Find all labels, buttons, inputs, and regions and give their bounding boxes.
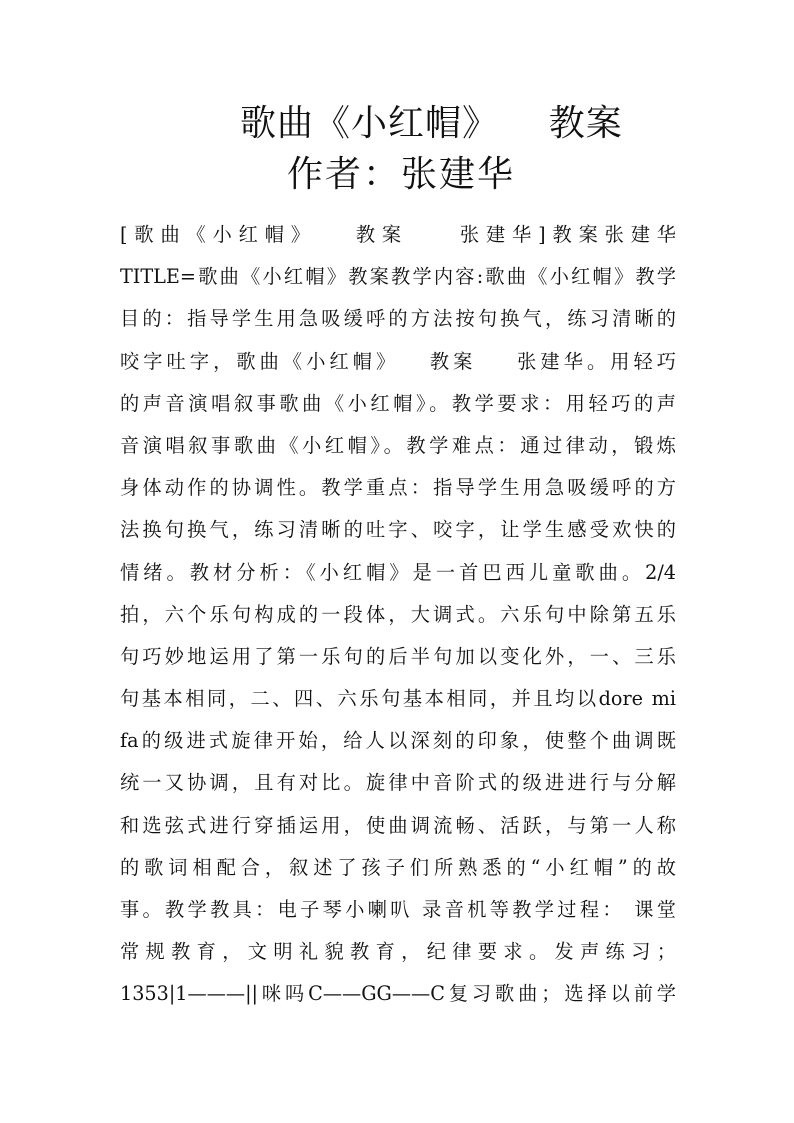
body-line: [歌曲《小红帽》 教案 张建华]教案张建华 xyxy=(120,223,676,246)
document-body xyxy=(120,214,676,1016)
body-line: 咬字吐字，歌曲《小红帽》 教案 张建华。用轻巧 xyxy=(120,349,676,373)
body-line: 常规教育，文明礼貌教育，纪律要求。发声练习； xyxy=(120,940,676,964)
body-line: 事。教学教具：电子琴小喇叭 录音机等教学过程： 课堂 xyxy=(120,898,676,921)
body-line: TITLE=歌曲《小红帽》教案教学内容:歌曲《小红帽》教学 xyxy=(120,265,676,289)
body-line: 目的：指导学生用急吸缓呼的方法按句换气，练习清晰的 xyxy=(120,307,676,331)
body-line: 1353|1———||咪吗C——GG——C复习歌曲；选择以前学 xyxy=(120,982,676,1006)
body-line: 句巧妙地运用了第一乐句的后半句加以变化外，一、三乐 xyxy=(120,644,676,668)
body-line: 法换句换气，练习清晰的吐字、咬字，让学生感受欢快的 xyxy=(120,518,676,542)
body-line: 统一又协调，且有对比。旋律中音阶式的级进进行与分解 xyxy=(120,771,676,795)
body-line: 的声音演唱叙事歌曲《小红帽》。教学要求：用轻巧的声 xyxy=(120,391,676,415)
body-line: 拍，六个乐句构成的一段体，大调式。六乐句中除第五乐 xyxy=(120,602,676,626)
body-line: fa的级进式旋律开始，给人以深刻的印象，使整个曲调既 xyxy=(120,729,676,753)
body-line: 情绪。教材分析：《小红帽》是一首巴西儿童歌曲。2/4 xyxy=(120,560,676,584)
body-line: 身体动作的协调性。教学重点：指导学生用急吸缓呼的方 xyxy=(120,476,676,500)
body-line: 的歌词相配合，叙述了孩子们所熟悉的“小红帽”的故 xyxy=(120,855,676,879)
document-title: 歌曲《小红帽》 教案 xyxy=(240,103,623,144)
body-line: 和选弦式进行穿插运用，使曲调流畅、活跃，与第一人称 xyxy=(120,813,676,837)
body-line: 句基本相同，二、四、六乐句基本相同，并且均以dore mi xyxy=(120,687,676,711)
document-author: 作者：张建华 xyxy=(287,154,516,195)
body-line: 音演唱叙事歌曲《小红帽》。教学难点：通过律动，锻炼 xyxy=(120,433,676,457)
